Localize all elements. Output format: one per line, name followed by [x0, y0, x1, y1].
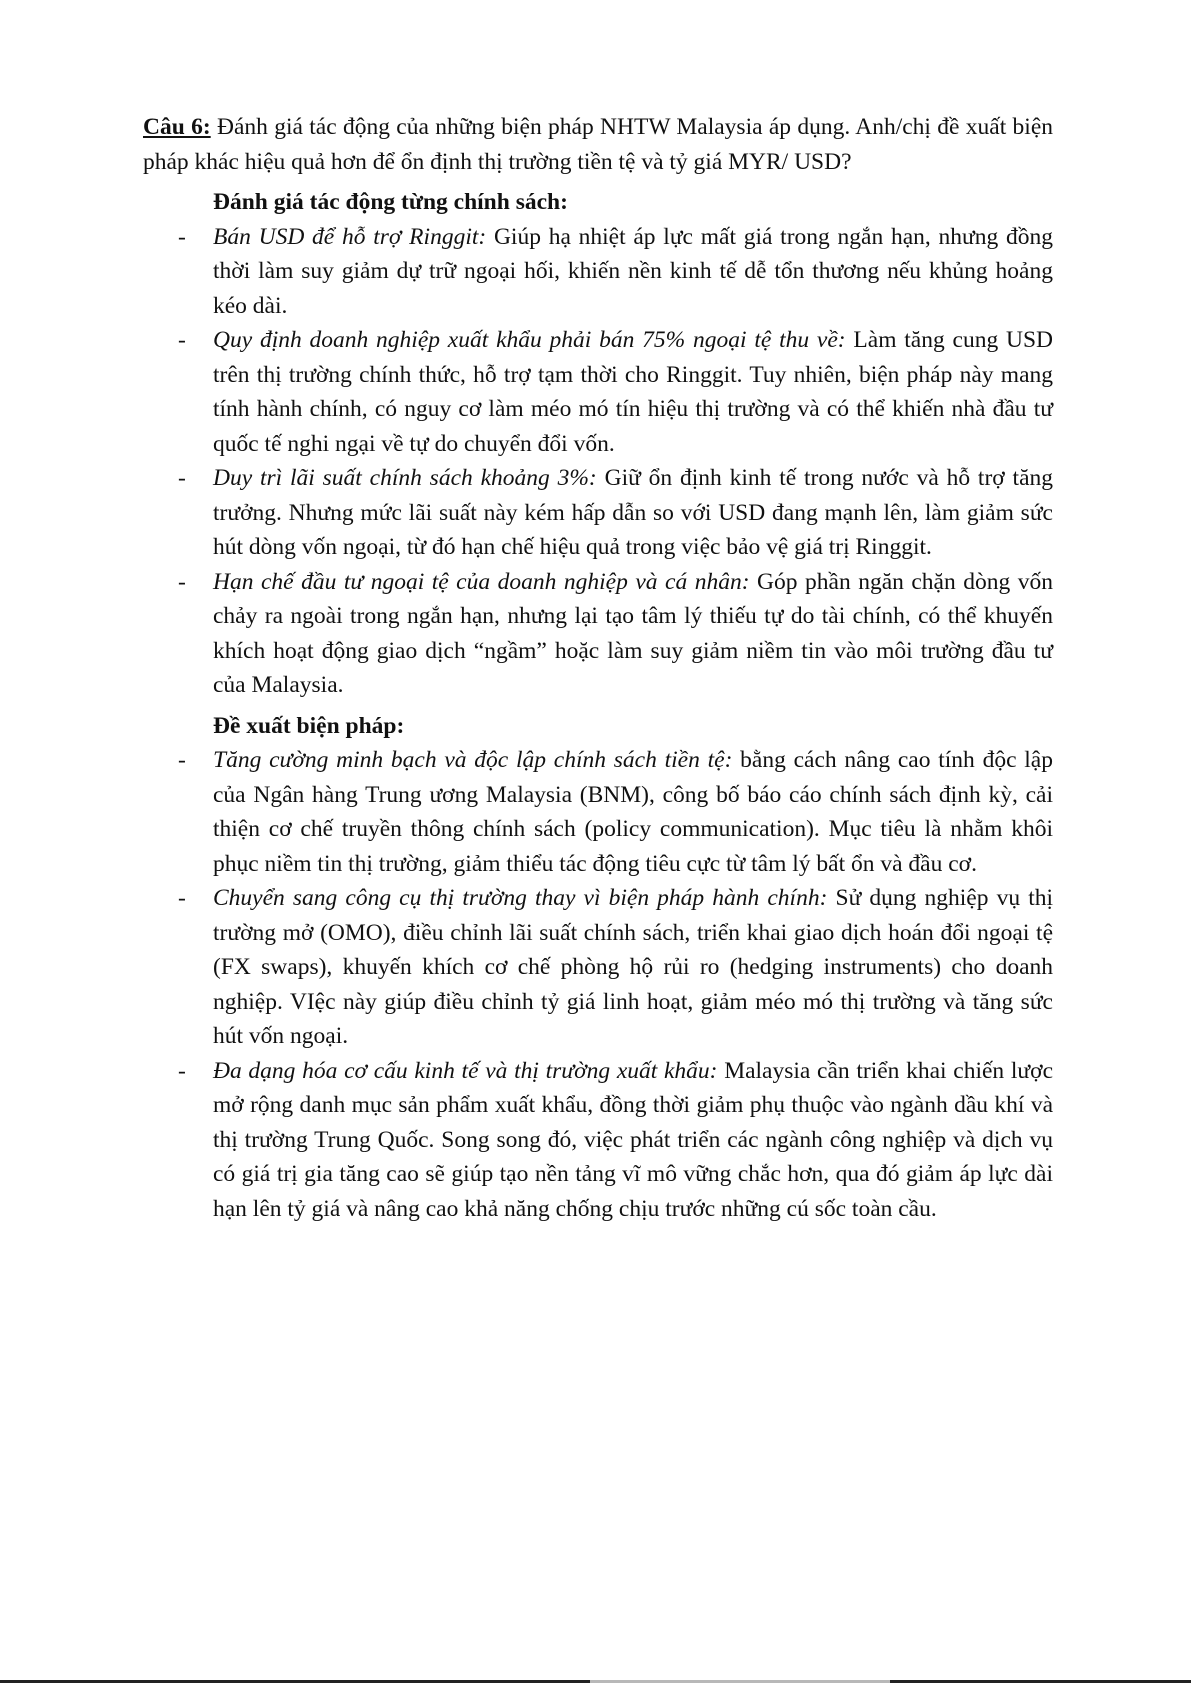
question-paragraph	[143, 110, 1053, 179]
list-item	[143, 565, 1053, 703]
question-text: Đánh giá tác động của những biện pháp NHTW Malaysia áp dụng. Anh/chị đề xuất biện pháp khác hiệu quả hơn để ổn định thị trường tiền tệ và tỷ giá MYR/ USD?	[143, 114, 1053, 175]
item-text: Làm tăng cung USD trên thị trường chính thức, hỗ trợ tạm thời cho Ringgit. Tuy nhiên, biện pháp này mang tính hành chính, có nguy cơ làm méo mó tín hiệu thị trường và có thể khiến nhà đầu tư quốc tế nghi ngại về tự do chuyển đổi vốn.	[213, 327, 1053, 457]
question-label: Câu 6:	[143, 114, 211, 140]
page-content	[143, 110, 1053, 1226]
bullet-dash: -	[178, 465, 186, 491]
item-text: Malaysia cần triển khai chiến lược mở rộng danh mục sản phẩm xuất khẩu, đồng thời giảm phụ thuộc vào ngành dầu khí và thị trường Trung Quốc. Song song đó, việc phát triển các ngành công nghiệp và dịch vụ có giá trị gia tăng cao sẽ giúp tạo nền tảng vĩ mô vững chắc hơn, qua đó giảm áp lực dài hạn lên tỷ giá và nâng cao khả năng chống chịu trước những cú sốc toàn cầu.	[213, 1057, 1053, 1222]
list-item	[143, 743, 1053, 881]
bullet-dash: -	[178, 568, 186, 595]
section-heading-assessment: Đánh giá tác động từng chính sách:	[213, 189, 568, 215]
list-item	[143, 323, 1053, 461]
item-term: Bán USD để hỗ trợ Ringgit:	[213, 223, 487, 250]
bullet-dash: -	[178, 223, 186, 250]
item-text: Giữ ổn định kinh tế trong nước và hỗ trợ tăng trưởng. Nhưng mức lãi suất này kém hấp dẫn so với USD đang mạnh lên, làm giảm sức hút dòng vốn ngoại, từ đó hạn chế hiệu quả trong việc bảo vệ giá trị Ringgit.	[213, 465, 1053, 560]
item-term: Duy trì lãi suất chính sách khoảng 3%:	[213, 465, 597, 491]
bullet-dash: -	[178, 747, 186, 773]
list-item	[143, 881, 1053, 1054]
item-text: Góp phần ngăn chặn dòng vốn chảy ra ngoài trong ngắn hạn, nhưng lại tạo tâm lý thiếu tự do tài chính, có thể khuyến khích hoạt động giao dịch “ngầm” hoặc làm suy giảm niềm tin vào môi trường đầu tư của Malaysia.	[213, 568, 1053, 698]
proposals-list	[143, 743, 1053, 1226]
list-item	[143, 220, 1053, 324]
bullet-dash: -	[178, 885, 186, 911]
item-term: Hạn chế đầu tư ngoại tệ của doanh nghiệp và cá nhân:	[213, 568, 750, 595]
item-term: Quy định doanh nghiệp xuất khẩu phải bán 75% ngoại tệ thu về:	[213, 327, 846, 353]
item-term: Đa dạng hóa cơ cấu kinh tế và thị trường xuất khẩu:	[213, 1057, 718, 1084]
footer-rule-segment	[590, 1680, 890, 1683]
bullet-dash: -	[178, 327, 186, 353]
item-text: Giúp hạ nhiệt áp lực mất giá trong ngắn hạn, nhưng đồng thời làm suy giảm dự trữ ngoại hối, khiến nền kinh tế dễ tổn thương nếu khủng hoảng kéo dài.	[213, 223, 1053, 319]
list-item	[143, 461, 1053, 565]
bullet-dash: -	[178, 1057, 186, 1084]
list-item	[143, 1054, 1053, 1227]
item-term: Tăng cường minh bạch và độc lập chính sách tiền tệ:	[213, 747, 733, 773]
item-term: Chuyển sang công cụ thị trường thay vì biện pháp hành chính:	[213, 885, 828, 911]
item-text: bằng cách nâng cao tính độc lập của Ngân hàng Trung ương Malaysia (BNM), công bố báo cáo chính sách định kỳ, cải thiện cơ chế truyền thông chính sách (policy communication). Mục tiêu là nhằm khôi phục niềm tin thị trường, giảm thiểu tác động tiêu cực từ tâm lý bất ổn và đầu cơ.	[213, 747, 1053, 877]
footer-rule	[0, 1680, 1191, 1683]
assessment-list	[143, 220, 1053, 703]
section-heading-proposals: Đề xuất biện pháp:	[213, 712, 405, 739]
item-text: Sử dụng nghiệp vụ thị trường mở (OMO), điều chỉnh lãi suất chính sách, triển khai giao dịch hoán đổi ngoại tệ (FX swaps), khuyến khích cơ chế phòng hộ rủi ro (hedging instruments) cho doanh nghiệp. VIệc này giúp điều chỉnh tỷ giá linh hoạt, giảm méo mó thị trường và tăng sức hút vốn ngoại.	[213, 885, 1054, 1049]
